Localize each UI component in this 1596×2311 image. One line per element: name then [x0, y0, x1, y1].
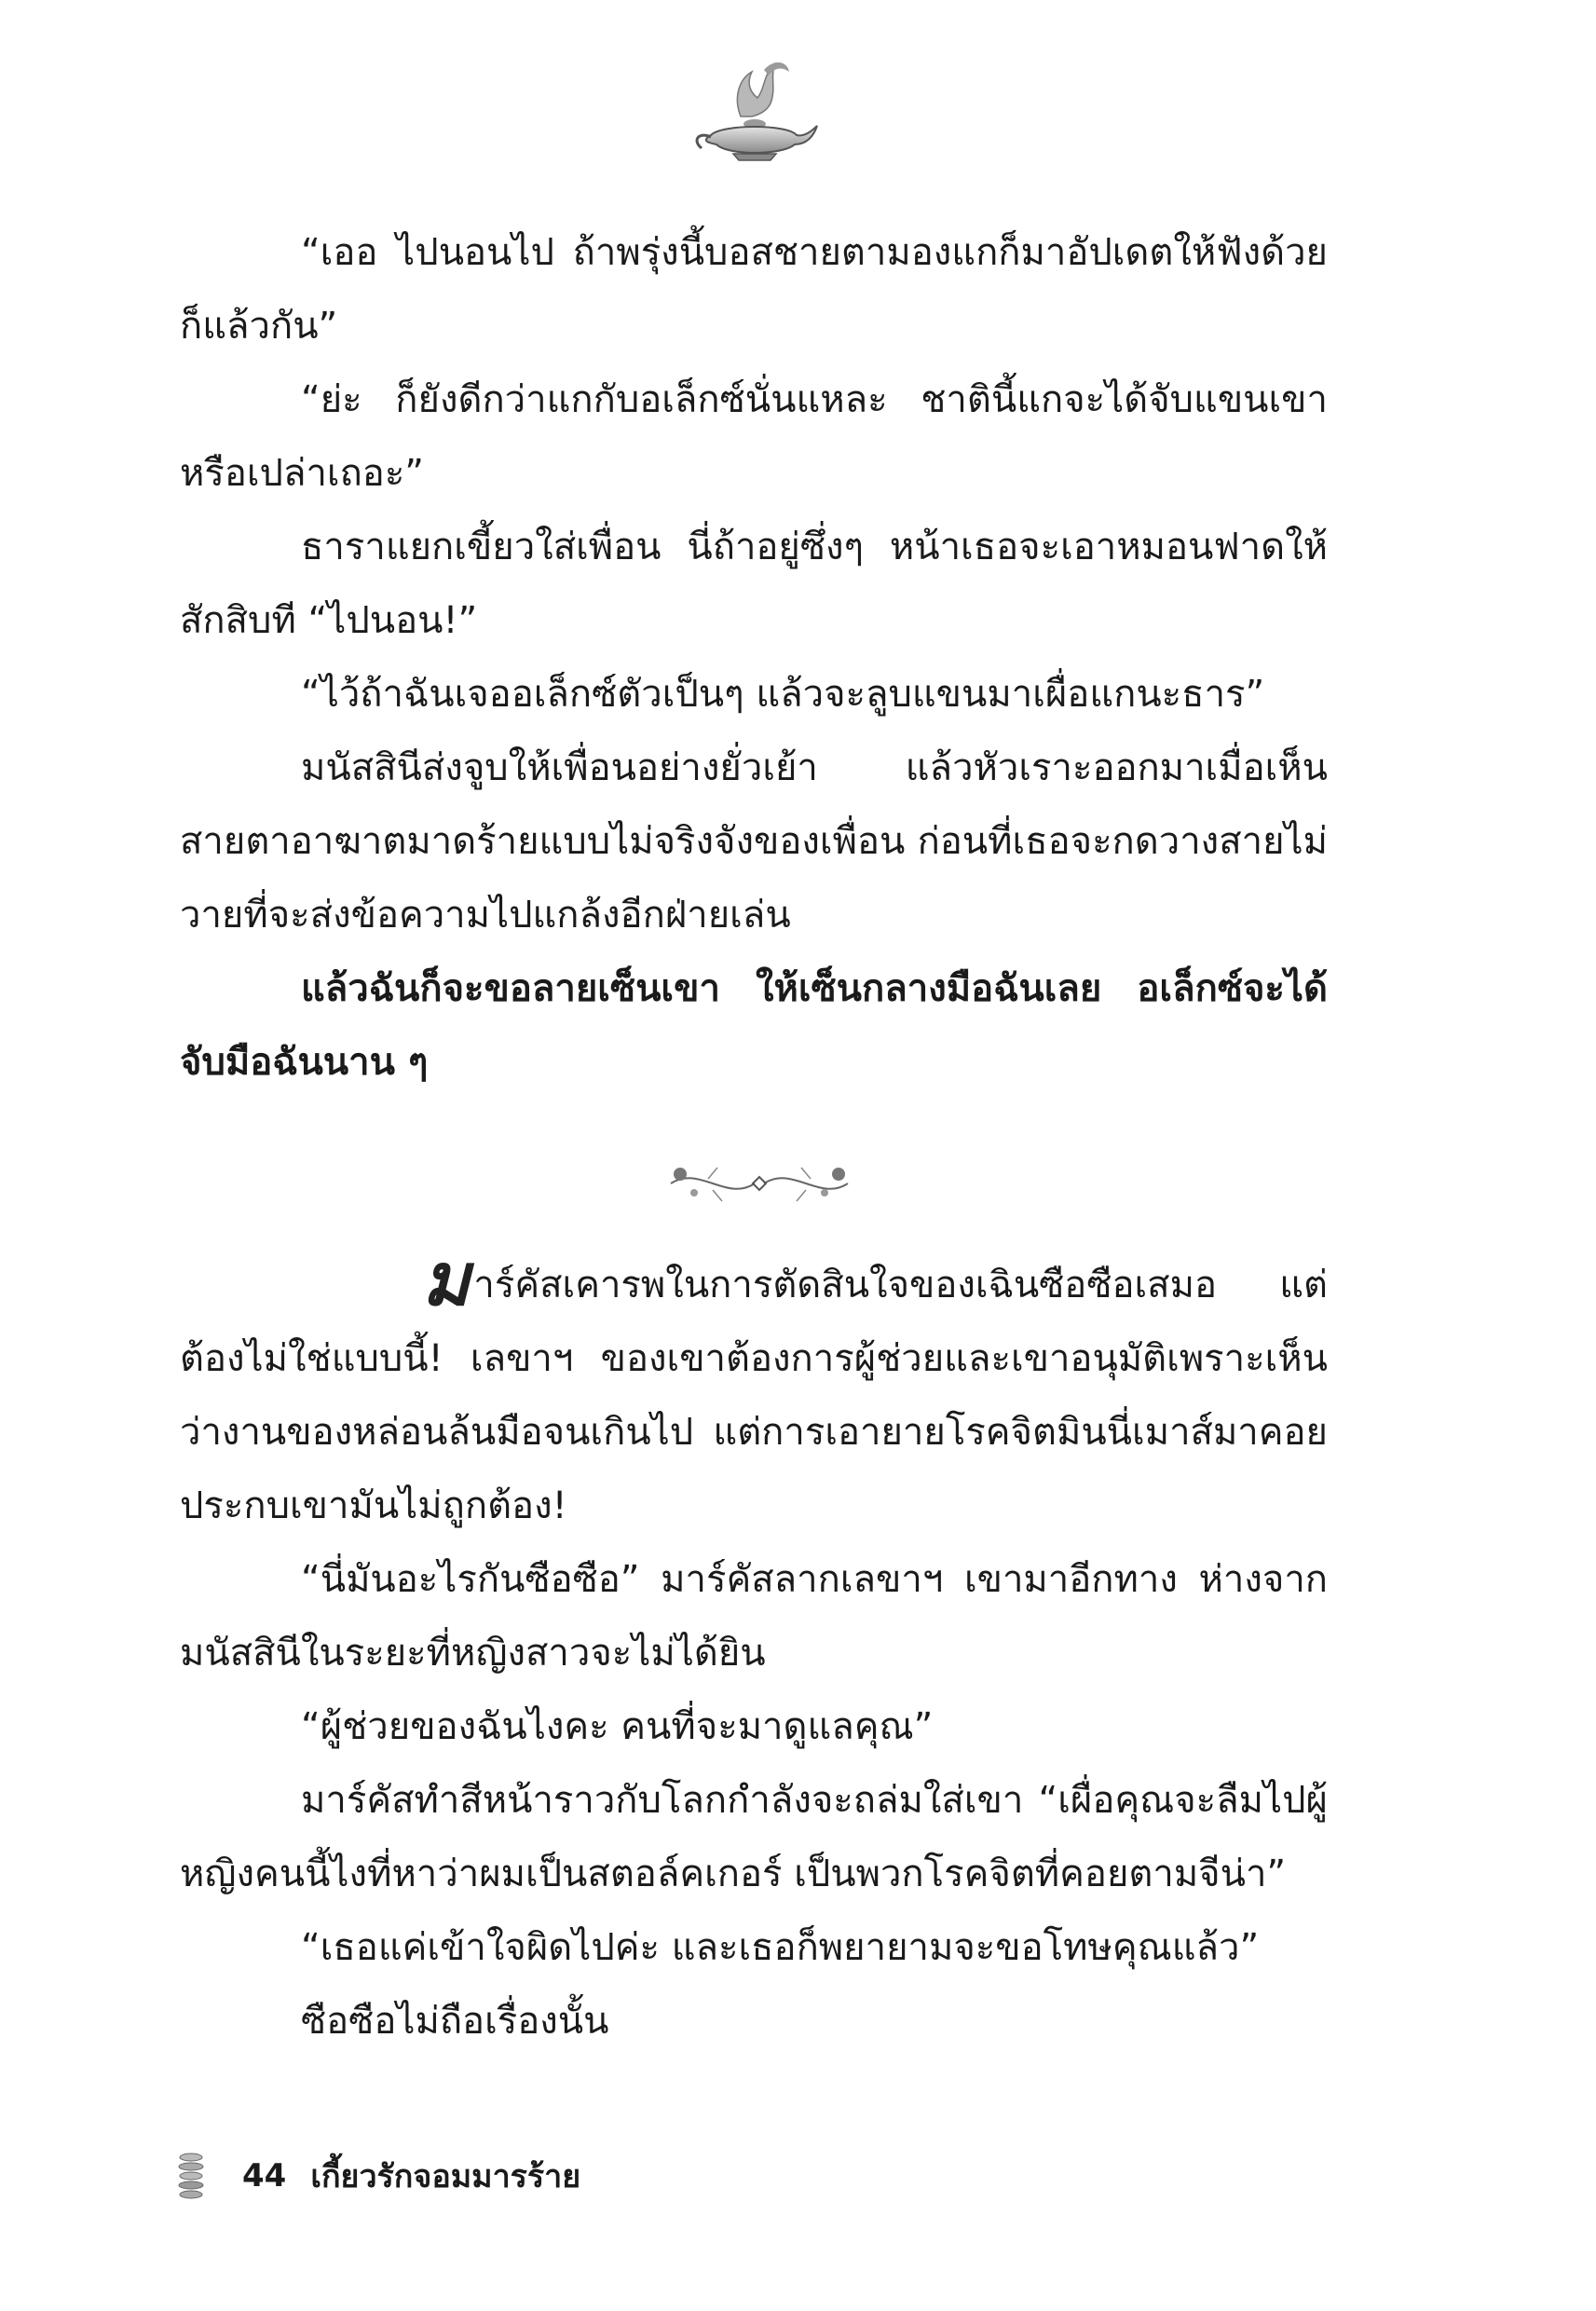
drop-cap: ม — [422, 1238, 471, 1322]
stacked-coins-icon — [177, 2150, 205, 2202]
paragraph: “นี่มันอะไรกันซือซือ” มาร์คัสลากเลขาฯ เขามาอีกทาง ห่างจากมนัสสินีในระยะที่หญิงสาวจะไม่ได้ยิน — [180, 1558, 1328, 1675]
text-block-1 — [180, 216, 1328, 1100]
text-block-2 — [180, 1238, 1328, 2058]
page-footer — [177, 2148, 580, 2204]
bold-paragraph: แล้วฉันก็จะขอลายเซ็นเขา ให้เซ็นกลางมือฉันเลย อเล็กซ์จะได้จับมือฉันนาน ๆ — [180, 967, 1328, 1084]
page-number: 44 — [242, 2157, 287, 2195]
paragraph: มาร์คัสทำสีหน้าราวกับโลกกำลังจะถล่มใส่เขา “เผื่อคุณจะลืมไปผู้หญิงคนนี้ไงที่หาว่าผมเป็นสตอล์คเกอร์ เป็นพวกโรคจิตที่คอยตามจีน่า” — [180, 1779, 1328, 1895]
paragraph: “ย่ะ ก็ยังดีกว่าแกกับอเล็กซ์นั่นแหละ ชาตินี้แกจะได้จับแขนเขาหรือเปล่าเถอะ” — [180, 378, 1328, 495]
opening-text: าร์คัสเคารพในการตัดสินใจของเฉินซือซือเสมอ แต่ต้องไม่ใช่แบบนี้! เลขาฯ ของเขาต้องการผู้ช่วยและเขาอนุมัติเพราะเห็นว่างานของหล่อนล้นมือจนเกินไป แต่การเอายายโรคจิตมินนี่เมาส์มาคอยประกบเขามันไม่ถูกต้อง! — [180, 1264, 1328, 1527]
paragraph: มนัสสินีส่งจูบให้เพื่อนอย่างยั่วเย้า แล้วหัวเราะออกมาเมื่อเห็นสายตาอาฆาตมาดร้ายแบบไม่จริงจังของเพื่อน ก่อนที่เธอจะกดวางสายไม่วายที่จะส่งข้อความไปแกล้งอีกฝ่ายเล่น — [180, 746, 1328, 937]
paragraph: “เออ ไปนอนไป ถ้าพรุ่งนี้บอสชายตามองแกก็มาอัปเดตให้ฟังด้วยก็แล้วกัน” — [180, 231, 1328, 348]
paragraph: “ไว้ถ้าฉันเจออเล็กซ์ตัวเป็นๆ แล้วจะลูบแขนมาเผื่อแกนะธาร” — [301, 673, 1265, 716]
paragraph: “ผู้ช่วยของฉันไงคะ คนที่จะมาดูแลคุณ” — [301, 1705, 934, 1748]
book-title: เกี้ยวรักจอมมารร้าย — [310, 2158, 581, 2195]
opening-paragraph — [180, 1238, 1328, 1543]
floral-divider-icon — [652, 1151, 866, 1216]
paragraph: “เธอแค่เข้าใจผิดไปค่ะ และเธอก็พยายามจะขอโทษคุณแล้ว” — [301, 1926, 1260, 1969]
paragraph: ธาราแยกเขี้ยวใส่เพื่อน นี่ถ้าอยู่ซึ่งๆ หน้าเธอจะเอาหมอนฟาดให้สักสิบที “ไปนอน!” — [180, 526, 1328, 642]
paragraph: ซือซือไม่ถือเรื่องนั้น — [301, 2000, 609, 2043]
genie-lamp-icon — [685, 51, 825, 163]
